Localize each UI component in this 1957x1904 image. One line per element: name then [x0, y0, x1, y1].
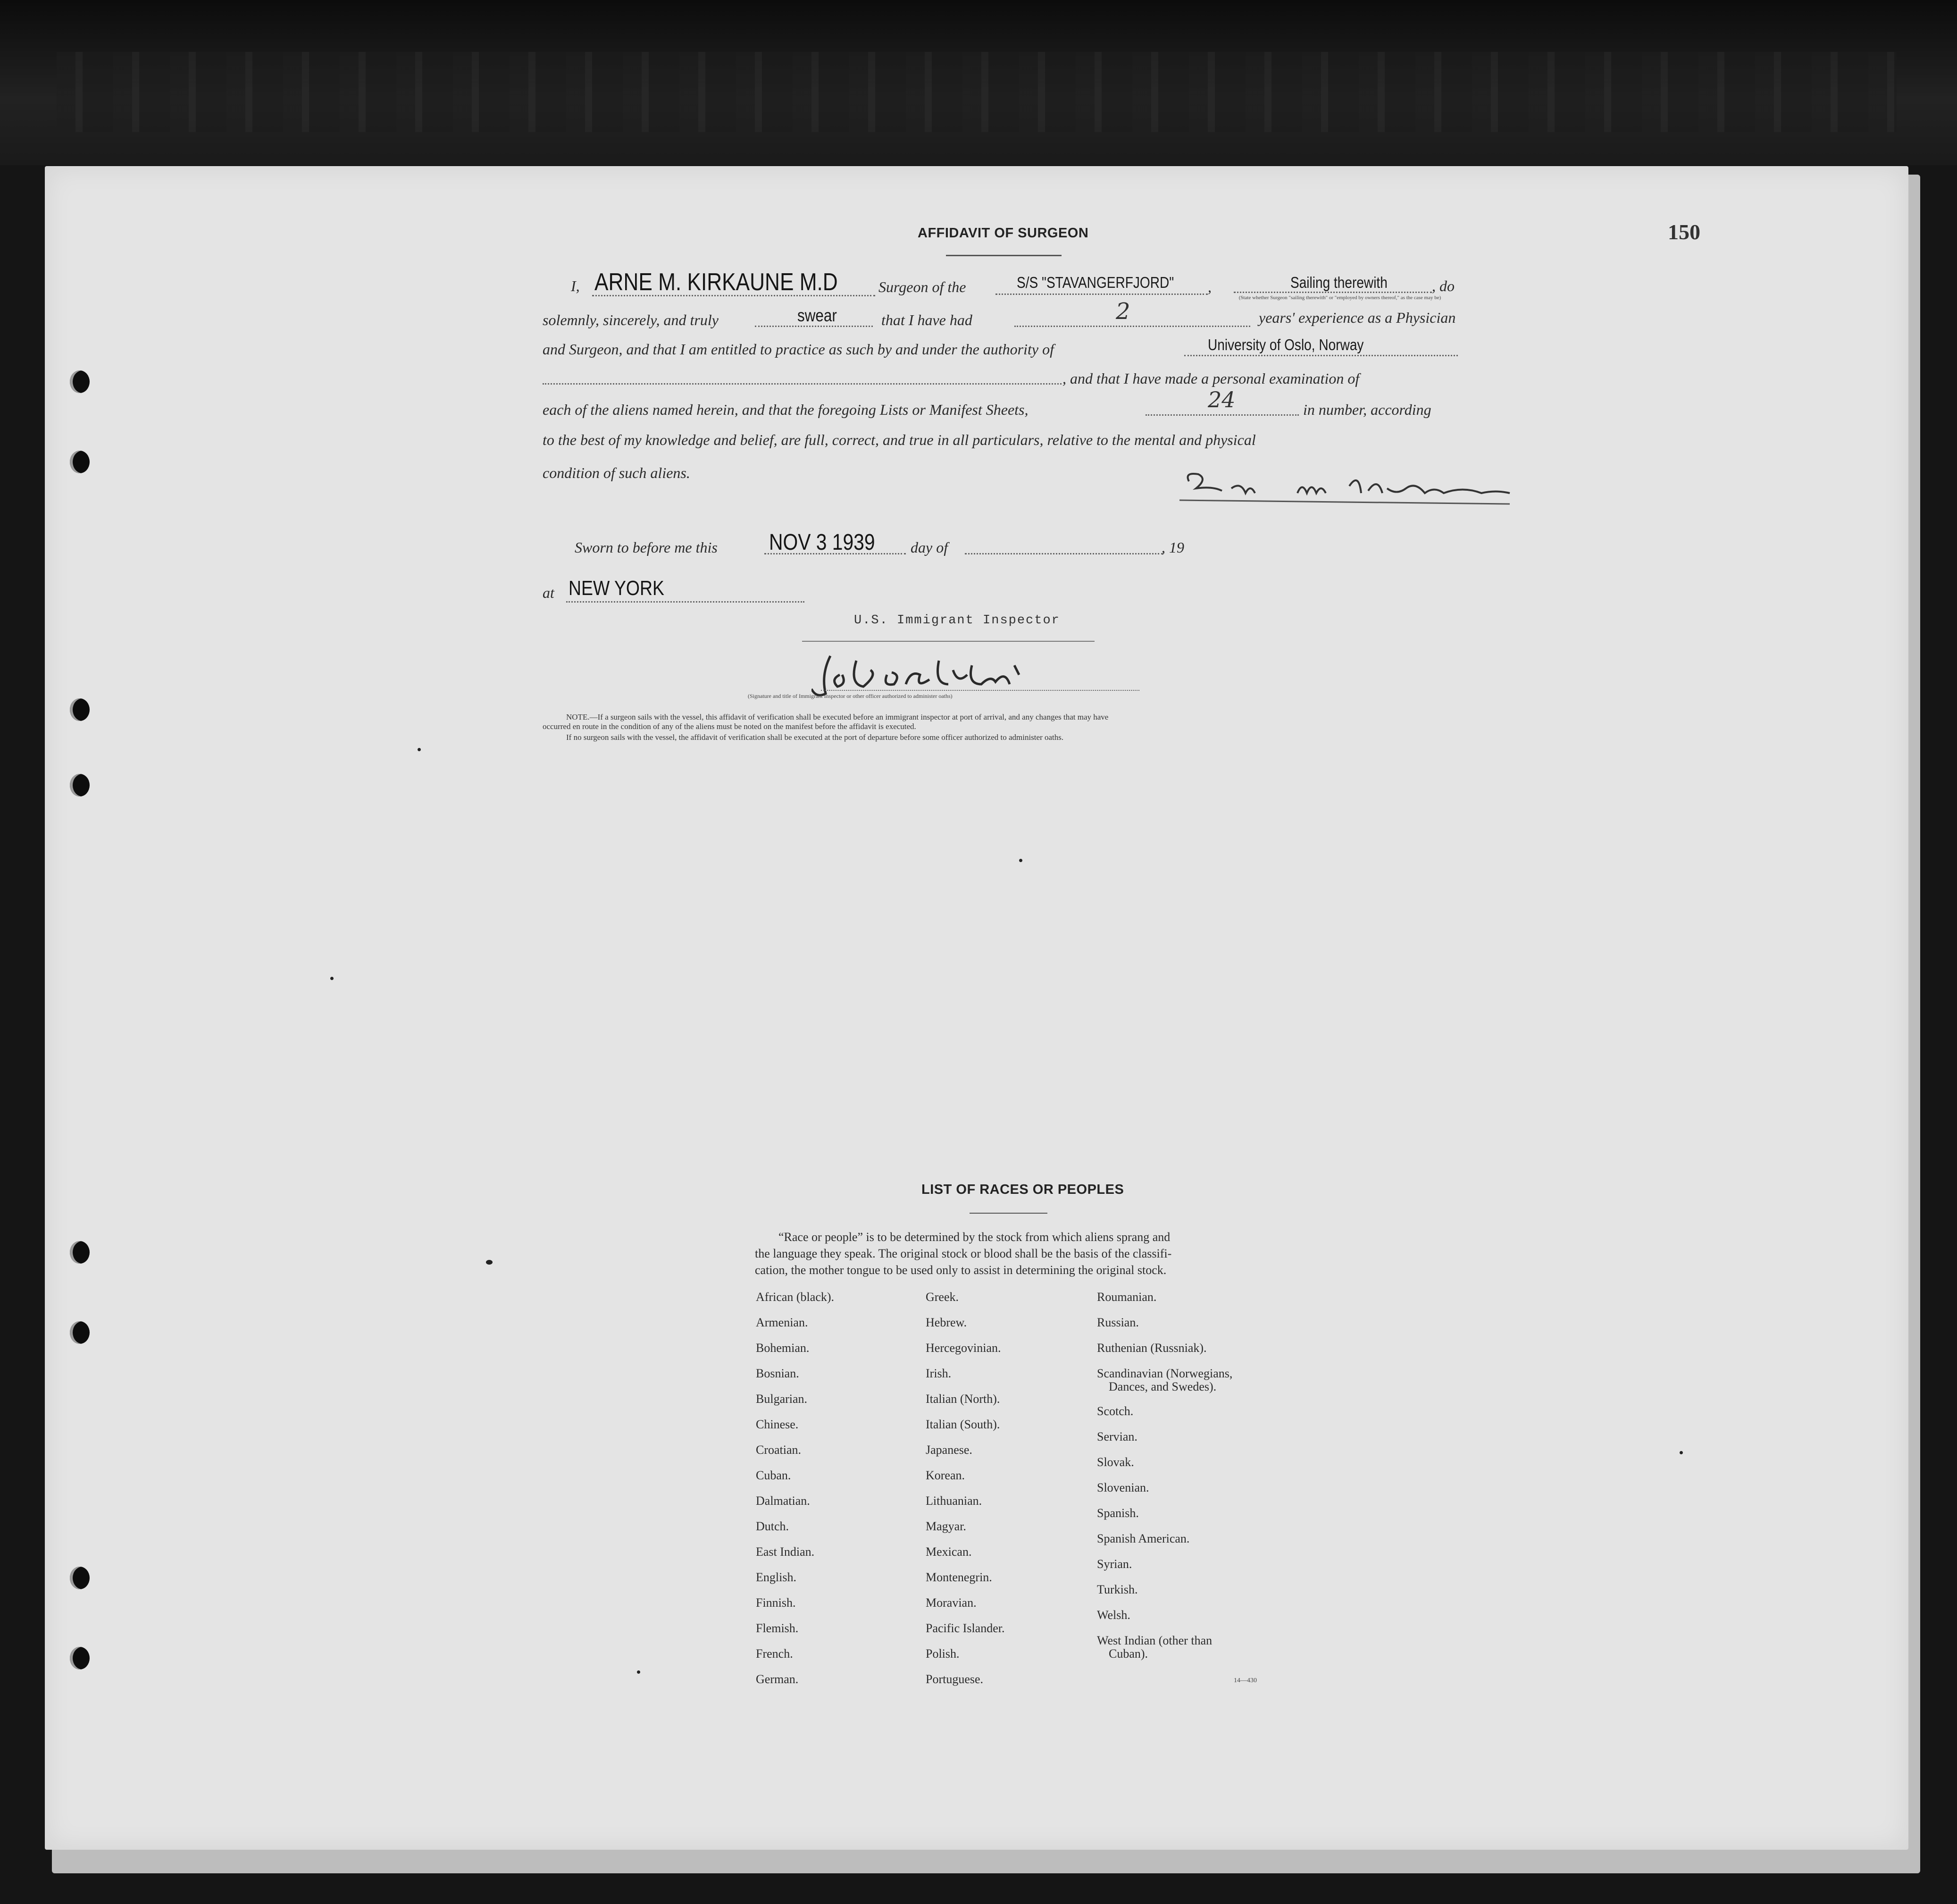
years-count: 2: [1116, 298, 1130, 325]
race-item: African (black).: [756, 1290, 835, 1304]
race-item: Pacific Islander.: [926, 1621, 1005, 1635]
race-item: Portuguese.: [926, 1672, 984, 1686]
scan-speck: [486, 1260, 493, 1265]
race-item: French.: [756, 1647, 793, 1661]
race-item: Dutch.: [756, 1519, 789, 1533]
race-item: Lithuanian.: [926, 1494, 982, 1508]
punch-hole: [70, 1321, 90, 1344]
experience-text: years' experience as a Physician: [1259, 309, 1456, 326]
race-item: Korean.: [926, 1468, 965, 1482]
note-line-3: If no surgeon sails with the vessel, the affidavit of verification shall be executed at the port of departure before some officer authorized to administer oaths.: [566, 733, 1064, 742]
status-note: (State whether Surgeon "sailing therewith" or "employed by owners thereof," as the case may be): [1238, 295, 1441, 301]
race-item: Spanish.: [1097, 1506, 1139, 1520]
document-page: [45, 166, 1908, 1850]
race-item: Chinese.: [756, 1418, 799, 1431]
affidavit-title: AFFIDAVIT OF SURGEON: [918, 226, 1089, 241]
sailing-status-line: [1234, 292, 1432, 293]
race-item: Italian (South).: [926, 1418, 1000, 1431]
punch-hole: [70, 698, 90, 721]
sworn-date: NOV 3 1939: [769, 530, 875, 555]
race-item: Greek.: [926, 1290, 959, 1304]
race-item: Croatian.: [756, 1443, 802, 1457]
inspector-caption: (Signature and title of Immigrant Inspector or other officer authorized to administer oaths): [748, 693, 953, 699]
race-item: Hebrew.: [926, 1316, 967, 1329]
race-item: Slovak.: [1097, 1455, 1134, 1469]
race-item: Montenegrin.: [926, 1570, 992, 1584]
race-item: East Indian.: [756, 1545, 815, 1559]
race-item: Syrian.: [1097, 1557, 1132, 1571]
scan-speck: [418, 748, 421, 751]
surgeon-name-line: [592, 295, 875, 296]
race-item: Russian.: [1097, 1316, 1139, 1329]
races-title-underline: [970, 1213, 1047, 1214]
inspector-signature-line: [821, 690, 1139, 691]
knowledge-text: to the best of my knowledge and belief, are full, correct, and true in all particulars, relative to the mental and physical: [543, 431, 1256, 448]
solemnly-text: solemnly, sincerely, and truly: [543, 311, 719, 328]
race-item: Cuban.: [756, 1468, 791, 1482]
race-item: Magyar.: [926, 1519, 966, 1533]
manifest-text: each of the aliens named herein, and that the foregoing Lists or Manifest Sheets,: [543, 401, 1029, 418]
race-item: Scotch.: [1097, 1404, 1134, 1418]
races-title: LIST OF RACES OR PEOPLES: [921, 1182, 1124, 1197]
inspector-stamp: U.S. Immigrant Inspector: [854, 613, 1060, 628]
race-item: Servian.: [1097, 1430, 1137, 1443]
authority-continuation-line: [543, 383, 1062, 385]
page-number: 150: [1668, 220, 1700, 244]
sworn-text: Sworn to before me this: [575, 539, 718, 556]
race-item: German.: [756, 1672, 799, 1686]
sheet-count-line: [1146, 414, 1299, 416]
race-item: Ruthenian (Russniak).: [1097, 1341, 1207, 1355]
surgeon-signature: [1179, 467, 1519, 510]
race-item: Bosnian.: [756, 1367, 799, 1380]
sworn-date-line: [764, 553, 906, 554]
day-of-text: day of: [911, 539, 948, 556]
races-intro-line-2: the language they speak. The original stock or blood shall be the basis of the classifi-: [755, 1247, 1172, 1260]
punch-hole: [70, 1241, 90, 1264]
race-item: Italian (North).: [926, 1392, 1000, 1406]
race-item: Turkish.: [1097, 1583, 1138, 1596]
vessel-line: [995, 294, 1208, 295]
oath-line: [755, 326, 873, 327]
year-prefix: , 19: [1162, 539, 1184, 556]
oath-word: swear: [797, 306, 837, 325]
races-intro-line-1: “Race or people” is to be determined by the stock from which aliens sprang and: [778, 1230, 1171, 1244]
race-item: Moravian.: [926, 1596, 977, 1610]
punch-hole: [70, 1567, 90, 1589]
punch-hole: [70, 774, 90, 797]
that-i-have-had: that I have had: [881, 311, 972, 328]
scan-speck: [330, 977, 334, 980]
condition-text: condition of such aliens.: [543, 464, 690, 481]
scan-book-edge: [57, 52, 1897, 132]
race-item: Mexican.: [926, 1545, 972, 1559]
surgeon-name: ARNE M. KIRKAUNE M.D: [594, 268, 838, 296]
line1-do: , do: [1432, 277, 1455, 294]
race-item: Armenian.: [756, 1316, 808, 1329]
authority-line: [1184, 355, 1458, 356]
race-item: Japanese.: [926, 1443, 972, 1457]
line1-comma: ,: [1208, 278, 1212, 295]
races-intro-line-3: cation, the mother tongue to be used only to assist in determining the original stock.: [755, 1263, 1167, 1277]
personal-exam-text: , and that I have made a personal examination of: [1062, 370, 1360, 387]
race-item: Scandinavian (Norwegians,: [1097, 1367, 1233, 1380]
form-number: 14—430: [1234, 1677, 1257, 1684]
scan-speck: [1019, 859, 1022, 862]
note-line-1: NOTE.—If a surgeon sails with the vessel, this affidavit of verification shall be executed before an immigrant inspector at port of arrival, and any changes that may have: [566, 713, 1109, 721]
race-item: English.: [756, 1570, 796, 1584]
race-item: Bulgarian.: [756, 1392, 808, 1406]
race-item: Flemish.: [756, 1621, 799, 1635]
race-item: Dalmatian.: [756, 1494, 810, 1508]
race-item: Polish.: [926, 1647, 960, 1661]
title-underline: [946, 255, 1062, 256]
race-item: Roumanian.: [1097, 1290, 1157, 1304]
punch-hole: [70, 1647, 90, 1669]
race-item: Bohemian.: [756, 1341, 810, 1355]
race-item: West Indian (other than: [1097, 1634, 1213, 1647]
race-item: Cuban).: [1109, 1647, 1148, 1661]
authority-text: and Surgeon, and that I am entitled to practice as such by and under the authority of: [543, 341, 1054, 358]
sheet-count: 24: [1208, 387, 1236, 412]
month-line: [965, 553, 1163, 554]
line1-prefix: I,: [571, 277, 580, 294]
race-item: Welsh.: [1097, 1608, 1130, 1622]
race-item: Dances, and Swedes).: [1109, 1380, 1217, 1393]
race-item: Spanish American.: [1097, 1532, 1190, 1545]
race-item: Irish.: [926, 1367, 952, 1380]
race-item: Slovenian.: [1097, 1481, 1149, 1494]
surgeon-of-label: Surgeon of the: [878, 278, 966, 295]
note-line-2: occurred en route in the condition of any of the aliens must be noted on the manifest before the affidavit is executed.: [543, 722, 916, 731]
sailing-status: Sailing therewith: [1290, 274, 1388, 291]
inspector-rule: [802, 641, 1095, 642]
years-line: [1014, 326, 1250, 327]
punch-hole: [70, 370, 90, 393]
city: NEW YORK: [569, 577, 664, 600]
city-line: [566, 601, 804, 603]
scan-speck: [1680, 1451, 1683, 1454]
punch-hole: [70, 451, 90, 473]
race-item: Hercegovinian.: [926, 1341, 1001, 1355]
in-number-text: in number, according: [1303, 401, 1431, 418]
race-item: Finnish.: [756, 1596, 796, 1610]
authority-value: University of Oslo, Norway: [1208, 336, 1364, 353]
at-label: at: [543, 584, 554, 601]
vessel-name: S/S "STAVANGERFJORD": [1017, 274, 1174, 291]
scan-speck: [637, 1670, 640, 1674]
